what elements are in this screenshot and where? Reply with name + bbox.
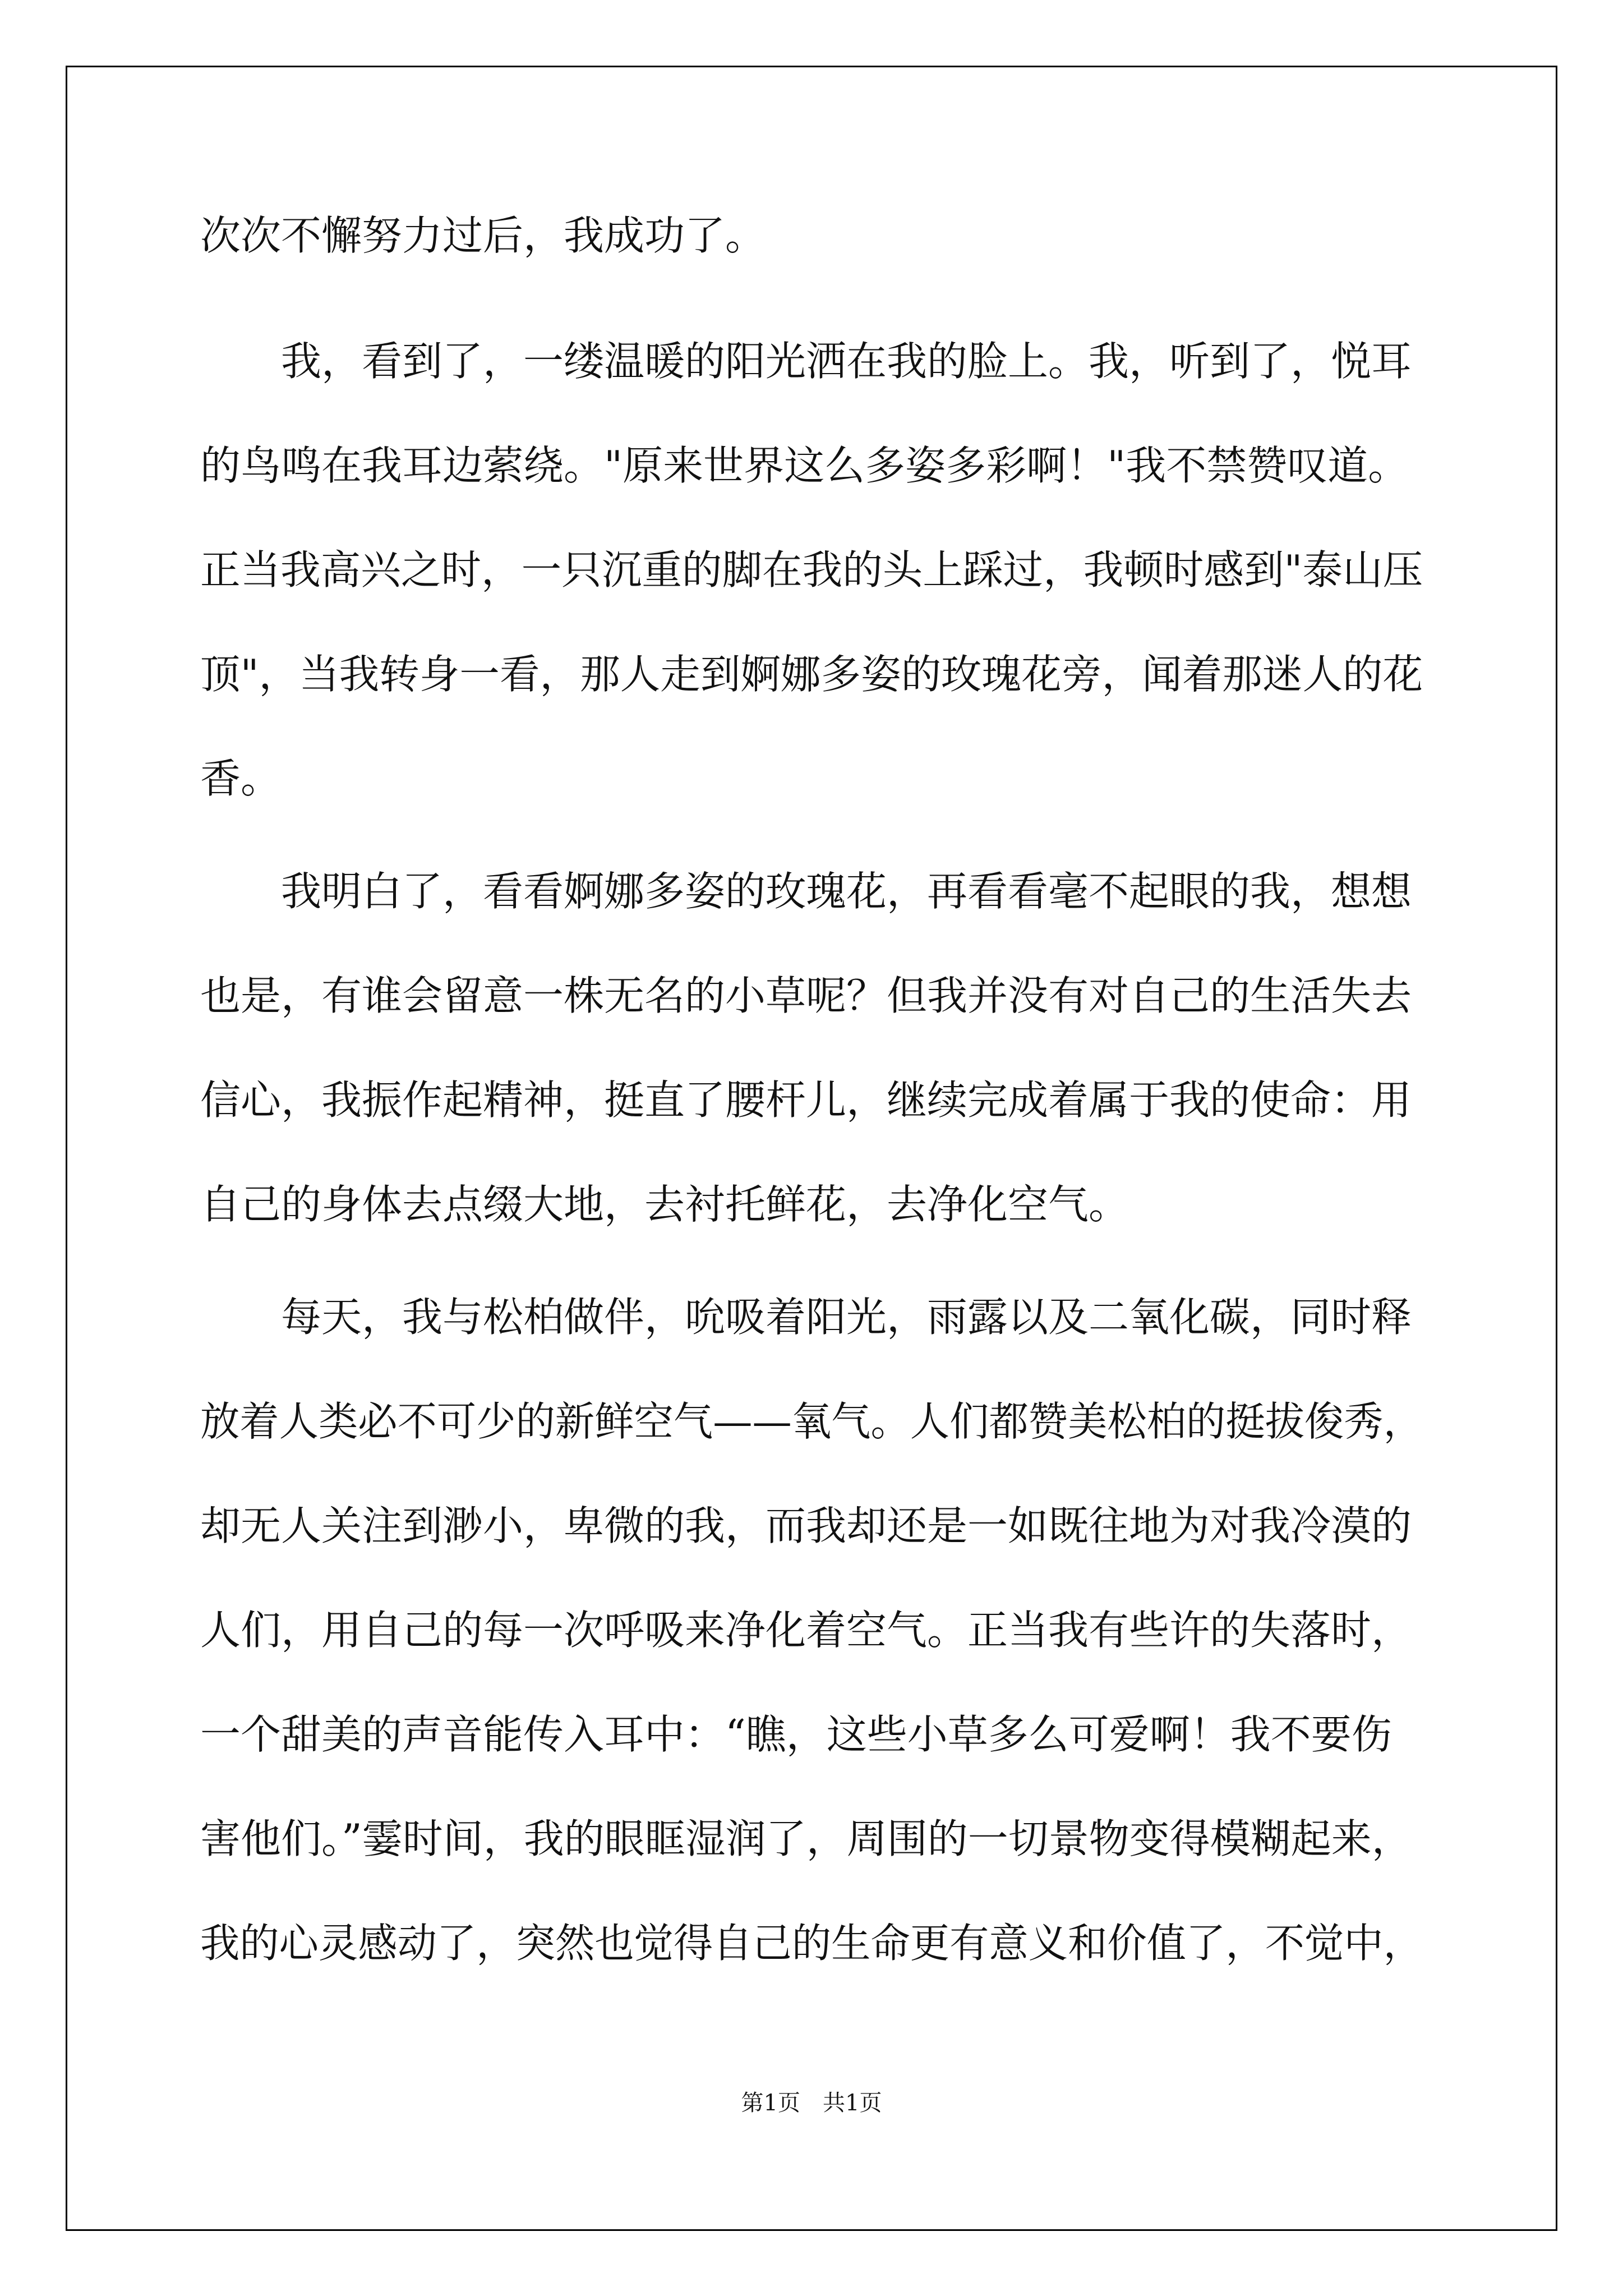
text-line-10: 自己的身体去点缀大地，去衬托鲜花，去净化空气。 [200,1181,1129,1228]
text-line-11: 每天，我与松柏做伴，吮吸着阳光，雨露以及二氧化碳，同时释 [200,1294,1412,1341]
text-line-13: 却无人关注到渺小，卑微的我，而我却还是一如既往地为对我冷漠的 [200,1502,1412,1549]
text-line-12: 放着人类必不可少的新鲜空气——氧气。人们都赞美松柏的挺拔俊秀， [200,1398,1423,1445]
text-line-2: 我，看到了，一缕温暖的阳光洒在我的脸上。我，听到了，悦耳 [200,338,1412,385]
text-line-1: 次次不懈努力过后，我成功了。 [200,212,766,259]
text-line-15: 一个甜美的声音能传入耳中：“瞧，这些小草多么可爱啊！我不要伤 [200,1711,1392,1758]
text-line-7: 我明白了，看看婀娜多姿的玫瑰花，再看看毫不起眼的我，想想 [200,868,1412,915]
page-border [66,66,1557,2231]
text-line-8: 也是，有谁会留意一株无名的小草呢？但我并没有对自己的生活失去 [200,972,1412,1019]
text-line-16: 害他们。”霎时间，我的眼眶湿润了，周围的一切景物变得模糊起来， [200,1815,1412,1862]
text-line-5: 顶"，当我转身一看，那人走到婀娜多姿的玫瑰花旁，闻着那迷人的花 [200,651,1423,698]
text-line-4: 正当我高兴之时，一只沉重的脚在我的头上踩过，我顿时感到"泰山压 [200,546,1423,593]
text-line-17: 我的心灵感动了，突然也觉得自己的生命更有意义和价值了，不觉中， [200,1920,1423,1967]
text-line-3: 的鸟鸣在我耳边萦绕。"原来世界这么多姿多彩啊！"我不禁赞叹道。 [200,442,1409,489]
text-line-9: 信心，我振作起精神，挺直了腰杆儿，继续完成着属于我的使命：用 [200,1076,1412,1124]
text-line-6: 香。 [200,755,282,802]
text-line-14: 人们，用自己的每一次呼吸来净化着空气。正当我有些许的失落时， [200,1607,1412,1654]
page-footer: 第1页 共1页 [741,2090,882,2116]
